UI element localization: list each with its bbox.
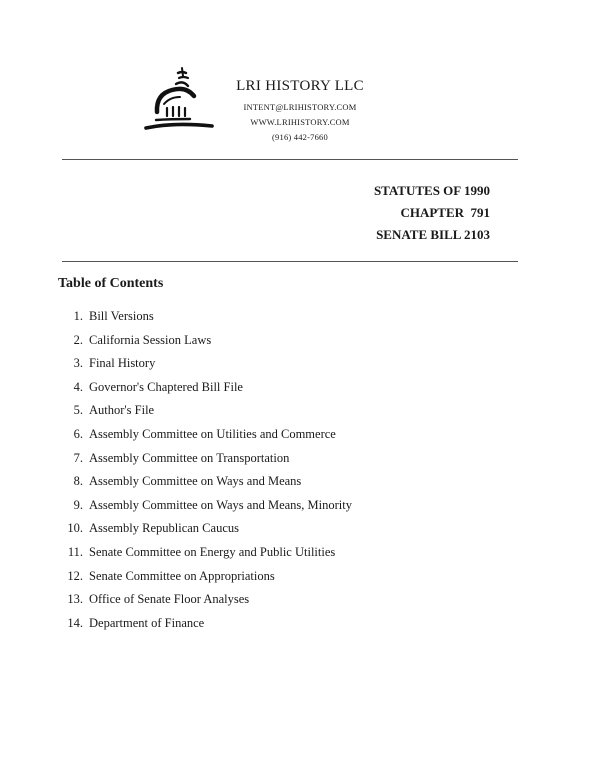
toc-item-number: 10.	[67, 521, 83, 536]
toc-item	[58, 613, 352, 637]
company-website: WWW.LRIHISTORY.COM	[250, 117, 350, 127]
toc-item-number: 11.	[67, 544, 83, 559]
toc-list	[58, 306, 352, 636]
toc-item-number: 6.	[73, 426, 83, 441]
toc-item	[58, 424, 352, 448]
toc-item-label: Assembly Committee on Utilities and Commerce	[89, 426, 336, 441]
statute-block	[374, 180, 490, 246]
toc-item-label: Office of Senate Floor Analyses	[89, 592, 250, 607]
toc-item-label: Assembly Committee on Transportation	[89, 450, 290, 465]
toc-item	[58, 306, 352, 330]
bottom-divider	[62, 261, 518, 262]
toc-item-number: 2.	[73, 332, 83, 347]
company-email: INTENT@LRIHISTORY.COM	[243, 102, 357, 112]
company-info	[200, 76, 400, 145]
toc-item-label: Assembly Committee on Ways and Means, Minority	[89, 497, 352, 512]
toc-item	[58, 495, 352, 519]
toc-item-label: Assembly Republican Caucus	[89, 521, 239, 536]
toc-item-label: California Session Laws	[89, 332, 212, 347]
toc-item-label: Final History	[89, 356, 156, 371]
top-divider	[62, 159, 518, 160]
company-phone: (916) 442-7660	[272, 132, 328, 142]
toc-item	[58, 377, 352, 401]
toc-item-number: 1.	[73, 309, 83, 323]
toc-item-number: 14.	[67, 615, 83, 630]
toc-item-label: Senate Committee on Energy and Public Utilities	[89, 544, 336, 559]
toc-item	[58, 542, 352, 566]
toc-item-label: Department of Finance	[89, 615, 205, 630]
toc-item-number: 12.	[67, 568, 83, 583]
statute-year: STATUTES OF 1990	[373, 183, 490, 198]
toc-item	[58, 518, 352, 542]
toc-item	[58, 448, 352, 472]
toc-item-label: Governor's Chaptered Bill File	[89, 379, 243, 394]
toc-item	[58, 400, 352, 424]
company-name: LRI HISTORY LLC	[236, 78, 364, 94]
toc-item-number: 7.	[73, 450, 83, 465]
statute-bill: SENATE BILL 2103	[376, 227, 490, 242]
toc-title: Table of Contents	[58, 276, 164, 291]
statute-chapter: CHAPTER 791	[400, 205, 490, 220]
toc-item-label: Senate Committee on Appropriations	[89, 568, 275, 583]
toc-item-label: Assembly Committee on Ways and Means	[89, 474, 302, 489]
toc-item-number: 5.	[73, 403, 83, 418]
toc-item-label: Author's File	[89, 403, 155, 418]
toc-item	[58, 589, 352, 613]
toc-item	[58, 471, 352, 495]
toc-item	[58, 566, 352, 590]
toc-item-number: 3.	[73, 356, 83, 371]
toc-item-label: Bill Versions	[89, 309, 154, 323]
toc-item-number: 9.	[73, 497, 83, 512]
toc-item	[58, 353, 352, 377]
toc-item-number: 13.	[67, 592, 83, 607]
toc-item-number: 4.	[73, 379, 83, 394]
toc-item-number: 8.	[73, 474, 83, 489]
toc-item	[58, 330, 352, 354]
